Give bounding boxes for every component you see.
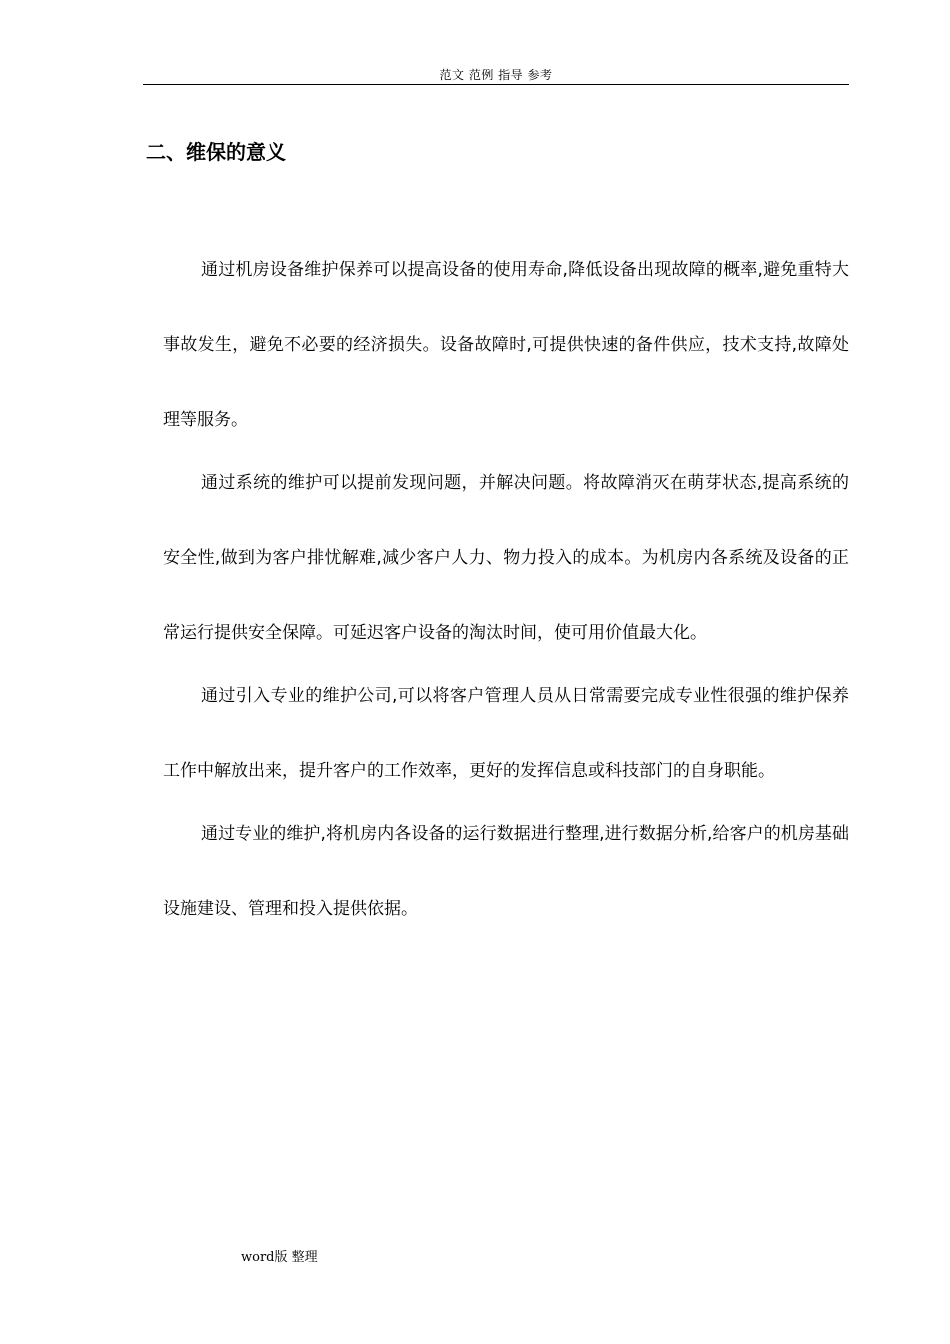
paragraph-data-analysis: 通过专业的维护,将机房内各设备的运行数据进行整理,进行数据分析,给客户的机房基础设施建设、管理和投入提供依据。 (163, 824, 849, 919)
section-heading: 二、维保的意义 (146, 140, 286, 164)
body-text (163, 233, 849, 947)
paragraph-early-detection: 通过系统的维护可以提前发现问题，并解决问题。将故障消灭在萌芽状态,提高系统的安全性,做到为客户排忧解难,减少客户人力、物力投入的成本。为机房内各系统及设备的正常运行提供安全保障。可延迟客户设备的淘汰时间，使可用价值最大化。 (163, 473, 849, 643)
paragraph-maintenance-lifespan: 通过机房设备维护保养可以提高设备的使用寿命,降低设备出现故障的概率,避免重特大事故发生，避免不必要的经济损失。设备故障时,可提供快速的备件供应，技术支持,故障处理等服务。 (163, 260, 849, 430)
header-text: 范文 范例 指导 参考 (439, 68, 553, 82)
page-header (143, 64, 849, 85)
page-footer: word版 整理 (241, 1250, 318, 1265)
paragraph-professional-company: 通过引入专业的维护公司,可以将客户管理人员从日常需要完成专业性很强的维护保养工作中解放出来，提升客户的工作效率，更好的发挥信息或科技部门的自身职能。 (163, 686, 849, 781)
